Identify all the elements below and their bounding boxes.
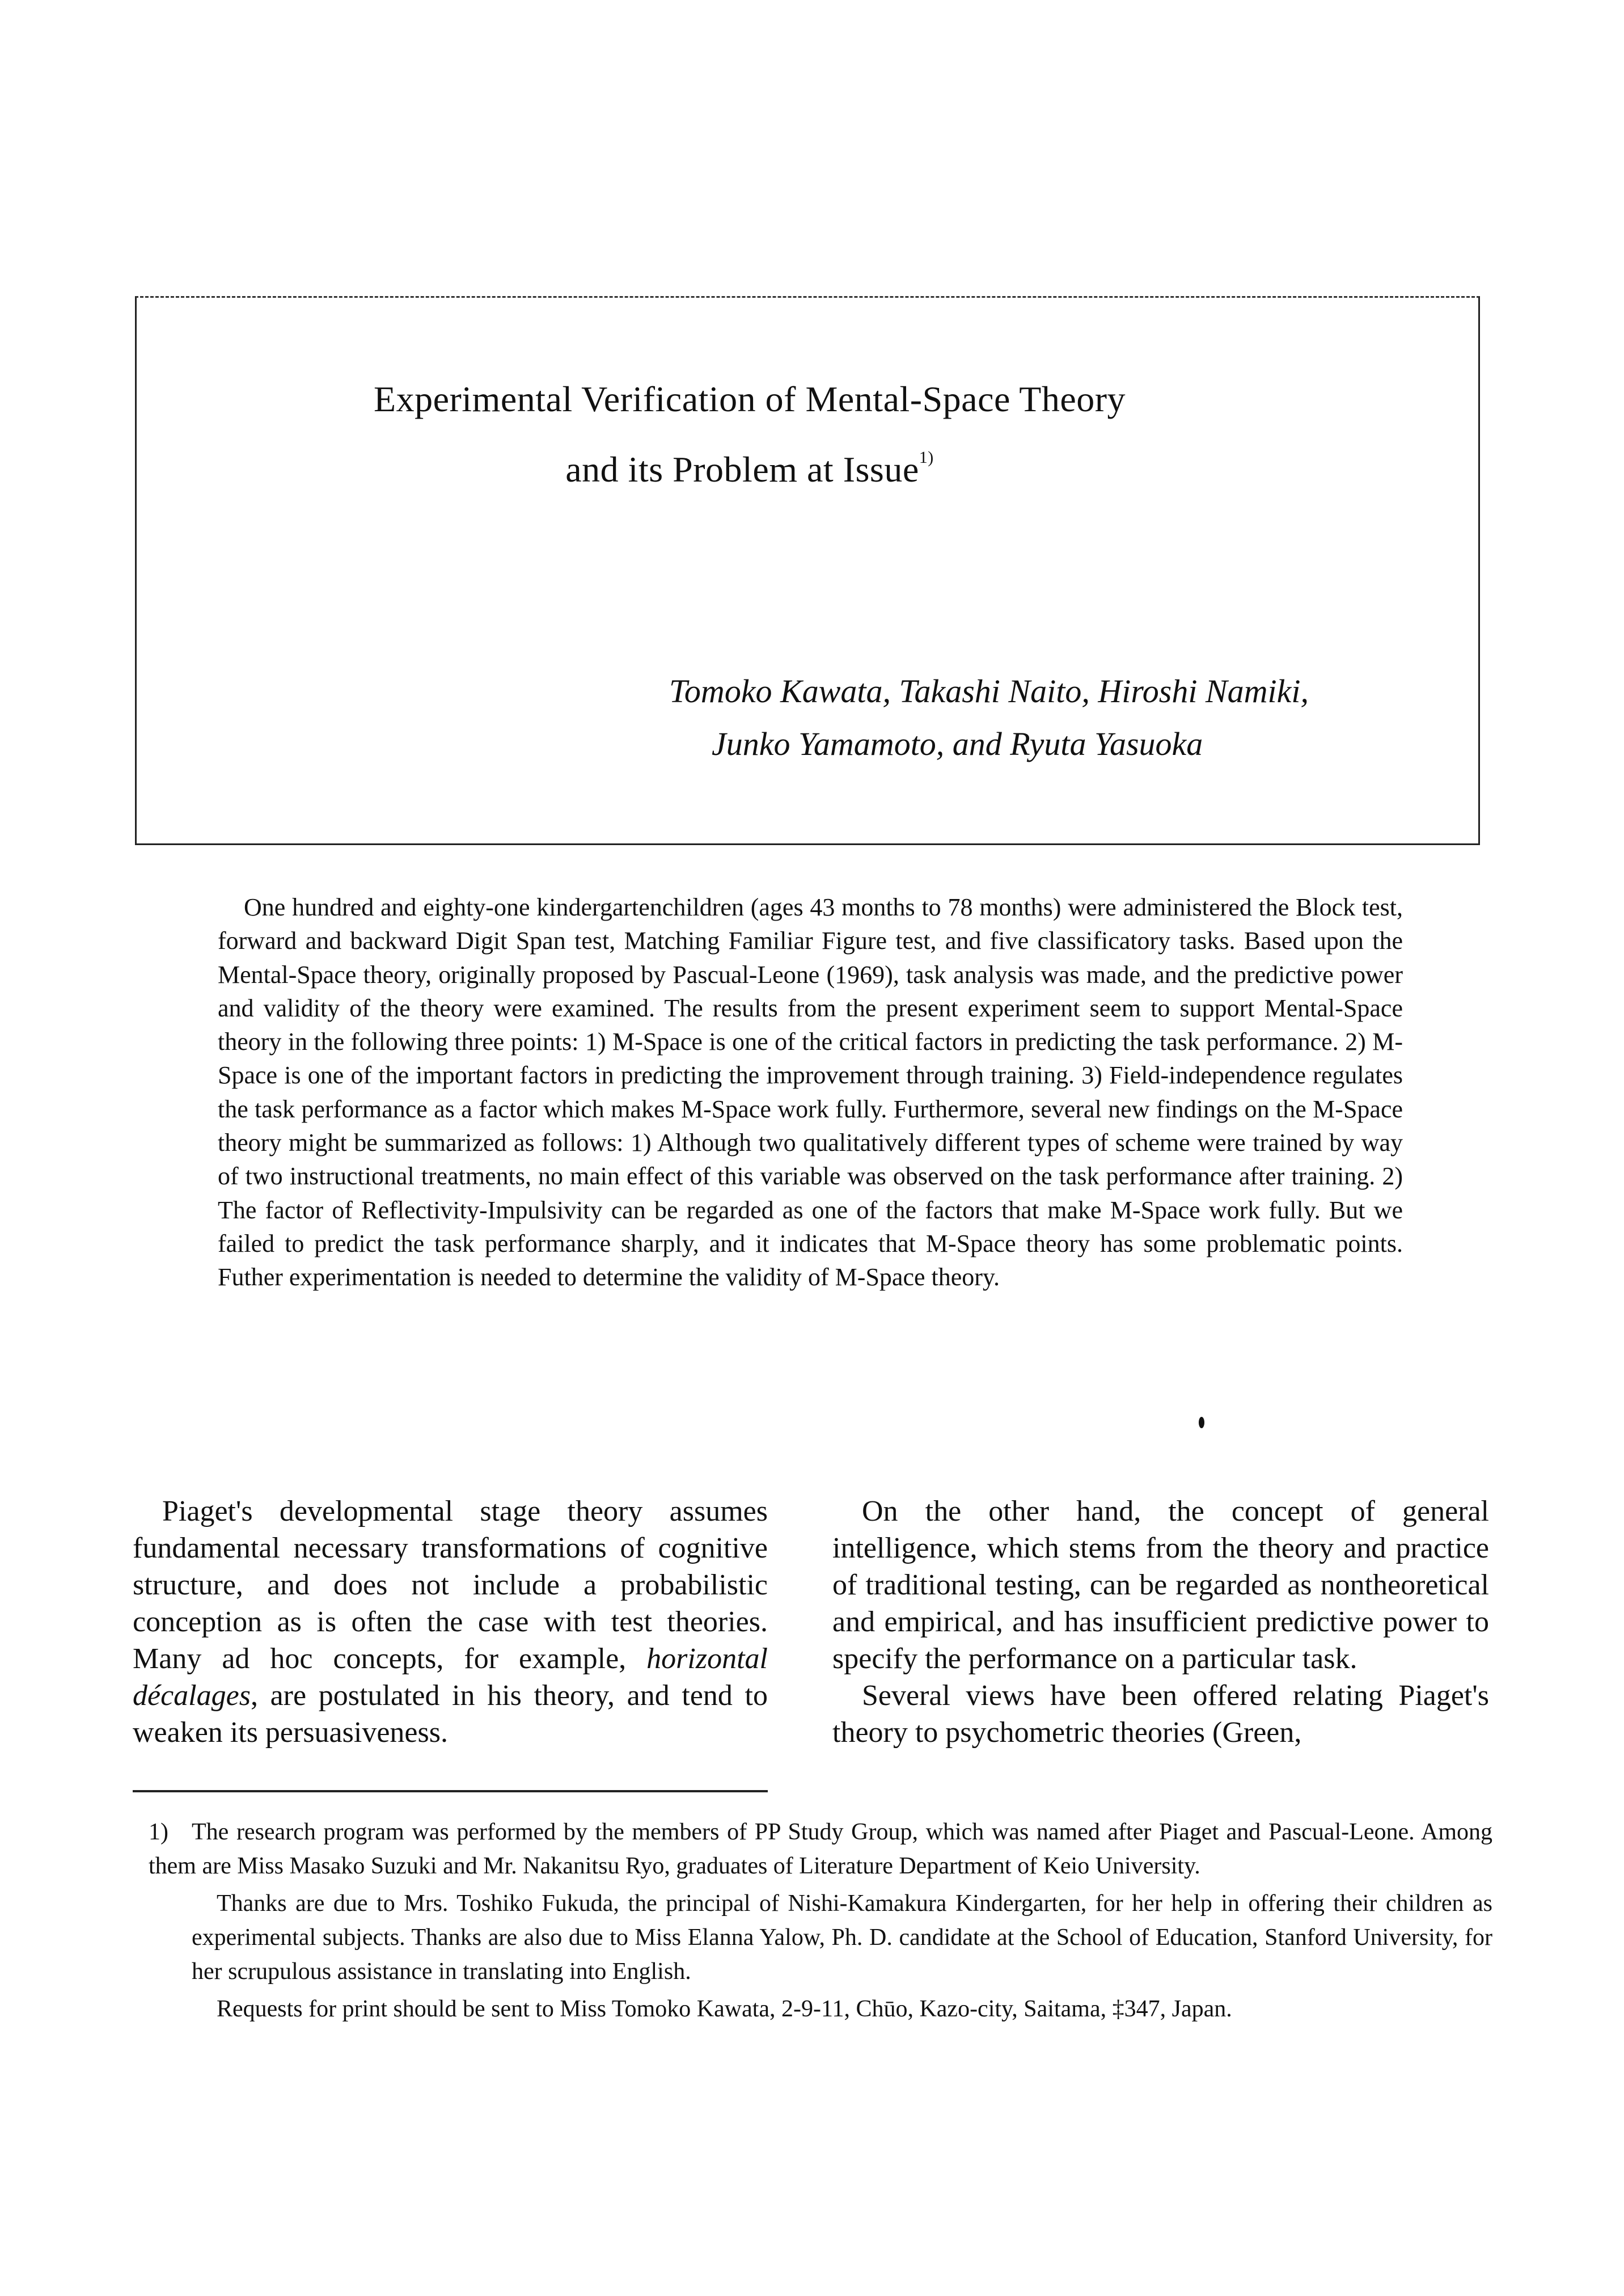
body-paragraph: Several views have been offered relating Piaget's theory to psychometric theories (Green, — [832, 1679, 1489, 1749]
paper-title-line2: and its Problem at Issue$^{1)}$ — [565, 448, 934, 489]
footnote-divider — [133, 1790, 768, 1792]
title-footnote-marker[interactable]: 1) — [919, 448, 934, 467]
body-column-right — [832, 1493, 1489, 1751]
footnote-marker: 1) — [149, 1819, 168, 1845]
body-paragraph: Piaget's developmental stage theory assumes fundamental necessary transformations of cognitive structure, and does not include a probabilistic conception as is often the case with test theories. Many ad hoc concepts, for example, horizontal décalages, are postulated in his theory, and tend to weaken its persuasiveness. — [133, 1495, 768, 1749]
footnote-reprint-request: Requests for print should be sent to Miss Tomoko Kawata, 2-9-11, Chūo, Kazo-city, Saitama, ‡347, Japan. — [217, 1996, 1232, 2022]
italic-term: horizontal décalages — [133, 1643, 768, 1712]
body-column-left — [133, 1493, 768, 1751]
footnote-acknowledgements: Thanks are due to Mrs. Toshiko Fukuda, the principal of Nishi-Kamakura Kindergarten, for her help in offering their children as experimental subjects. Thanks are also due to Miss Elanna Yalow, Ph. D. candidate at the School of Education, Stanford University, for her scrupulous assistance in translating into English. — [192, 1890, 1492, 1985]
authors-line2: Junko Yamamoto, and Ryuta Yasuoka — [712, 725, 1203, 762]
footnotes — [149, 1815, 1492, 2029]
body-paragraph: On the other hand, the concept of general intelligence, which stems from the theory and practice of traditional testing, can be regarded as nontheoretical and empirical, and has insufficient predictive power to specify the performance on a particular task. — [832, 1495, 1489, 1675]
footnote-1: 1) The research program was performed by the members of PP Study Group, which was named after Piaget and Pascual-Leone. Among them are Miss Masako Suzuki and Mr. Nakanitsu Ryo, graduates of Literature Department of Keio University. — [149, 1815, 1492, 1883]
abstract: One hundred and eighty-one kindergartenchildren (ages 43 months to 78 months) were administered the Block test, forward and backward Digit Span test, Matching Familiar Figure test, and five classificatory tasks. Based upon the Mental-Space theory, originally proposed by Pascual-Leone (1969), task analysis was made, and the predictive power and validity of the theory were examined. The results from the present experiment seem to support Mental-Space theory in the following three points: 1) M-Space is one of the critical factors in predicting the task performance. 2) M-Space is one of the important factors in predicting the improvement through training. 3) Field-independence regulates the task performance as a factor which makes M-Space work fully. Furthermore, several new findings on the M-Space theory might be summarized as follows: 1) Although two qualitatively different types of scheme were trained by way of two instructional treatments, no main effect of this variable was observed on the task performance after training. 2) The factor of Reflectivity-Impulsivity can be regarded as one of the factors that make M-Space work fully. But we failed to predict the task performance sharply, and it indicates that M-Space theory has some problematic points. Futher experimentation is needed to determine the validity of M-Space theory. — [218, 893, 1403, 1291]
paper-title-line1: Experimental Verification of Mental-Space Theory — [373, 379, 1126, 419]
ink-mark — [1199, 1417, 1204, 1428]
authors-line1: Tomoko Kawata, Takashi Naito, Hiroshi Namiki, — [669, 673, 1309, 710]
